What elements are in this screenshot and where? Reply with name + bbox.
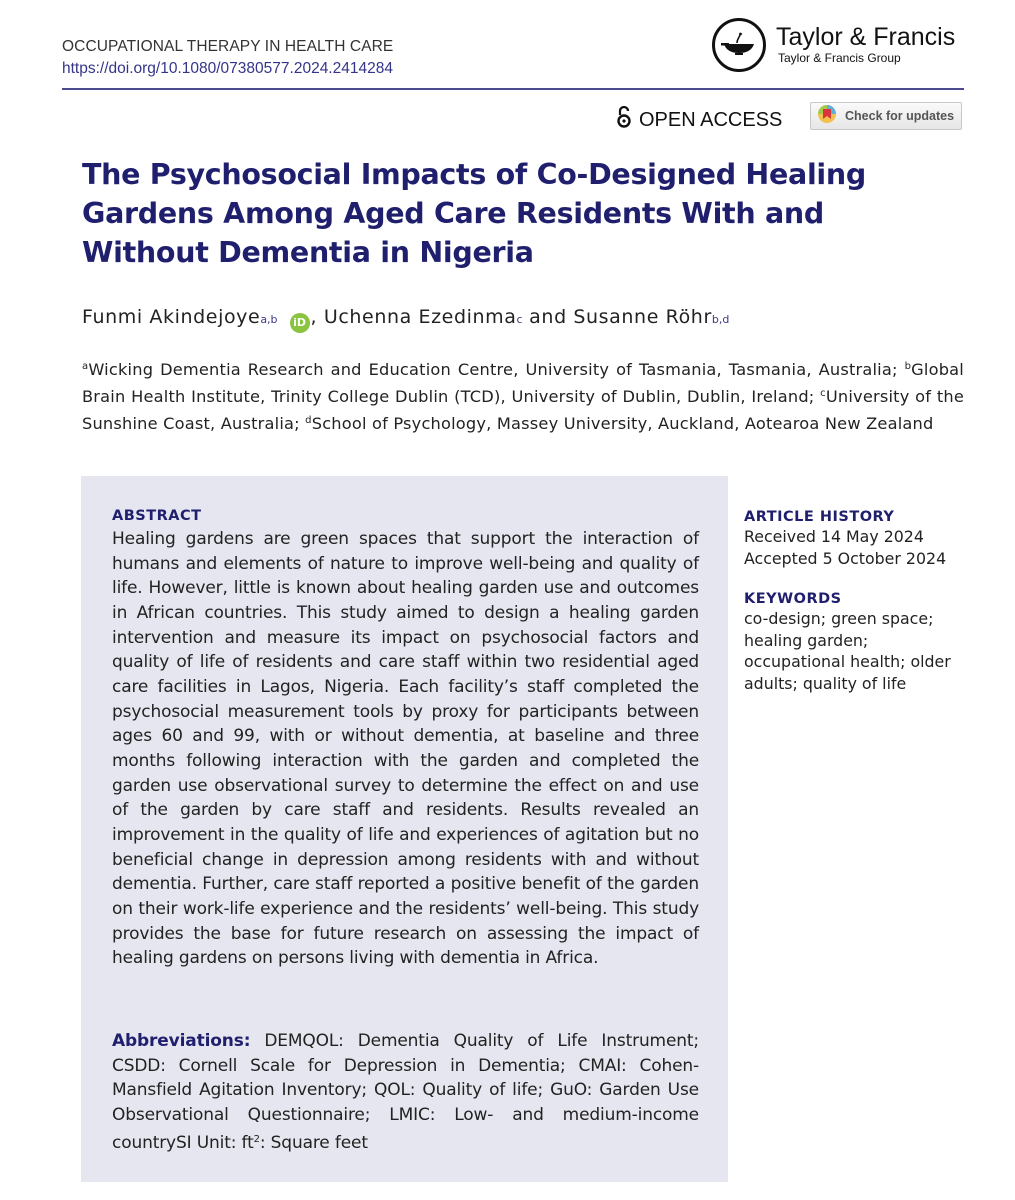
check-for-updates-button[interactable] [810, 102, 962, 130]
affiliation-mark: a,b [260, 313, 278, 326]
article-history-heading: ARTICLE HISTORY [744, 509, 895, 525]
affiliation: University of the Sunshine Coast, Australia; [82, 387, 964, 433]
article-title: The Psychosocial Impacts of Co-Designed Healing Gardens Among Aged Care Residents With and Without Dementia in Nigeria [82, 158, 866, 269]
header-divider [62, 88, 964, 90]
author-name[interactable]: Funmi Akindejoye [82, 306, 261, 328]
affiliation: Wicking Dementia Research and Education Centre, University of Tasmania, Tasmania, Australia; [88, 360, 905, 379]
doi-link[interactable]: https://doi.org/10.1080/07380577.2024.2414284 [62, 60, 393, 77]
publisher-logo[interactable] [712, 18, 955, 72]
publisher-group: Taylor & Francis Group [778, 51, 901, 65]
journal-name: OCCUPATIONAL THERAPY IN HEALTH CARE [62, 38, 394, 55]
crossmark-icon [817, 104, 837, 128]
open-access-label: OPEN ACCESS [639, 108, 783, 131]
open-lock-icon [617, 106, 631, 134]
accepted-date: Accepted 5 October 2024 [744, 548, 947, 568]
abbreviations-label: Abbreviations: [112, 1031, 251, 1051]
abstract-heading: ABSTRACT [112, 508, 202, 524]
author-list: Funmi Akindejoye a,b iD , Uchenna Ezedinma c and Susanne Röhr b,d [82, 306, 729, 330]
lamp-logo-icon [712, 18, 766, 72]
keywords-heading: KEYWORDS [744, 591, 842, 607]
abbreviations: Abbreviations: DEMQOL: Dementia Quality of Life Instrument; CSDD: Cornell Scale for Depression in Dementia; CMAI: Cohen-Mansfield Agitation Inventory; QOL: Quality of life; GuO: Garden Use Observational Questionnaire; LMIC: Low- and medium-income countrySI Unit: $ft^2$: Square feet [112, 1031, 699, 1153]
affiliations: $^a$Wicking Dementia Research and Education Centre, University of Tasmania, Tasmania, Australia; $^b$Global Brain Health Institute, Trinity College Dublin (TCD), University of Dublin, Dublin, Ireland; $^c$University of the Sunshine Coast, Australia; $^d$School of Psychology, Massey University, Auckland, Aotearoa New Zealand [82, 360, 964, 433]
abstract-text: Healing gardens are green spaces that support the interaction of humans and elements of nature to improve well-being and quality of life. However, little is known about healing garden use and outcomes in African countries. This study aimed to design a healing garden intervention and measure its impact on psychosocial factors and quality of life of residents and care staff within two residential aged care facilities in Lagos, Nigeria. Each facility’s staff completed the psychosocial measurement tools by proxy for participants between ages 60 and 99, with or without dementia, at baseline and three months following interaction with the garden and completed the garden use observational survey to determine the effect on and use of the garden by care staff and residents. Results revealed an improvement in the quality of life and experiences of agitation but no beneficial change in depression among residents with and without dementia. Further, care staff reported a positive benefit of the garden on their work-life experience and the residents’ well-being. This study provides the base for future research on assessing the impact of healing gardens on persons living with dementia in Africa. [112, 529, 699, 969]
orcid-icon[interactable]: iD [290, 313, 310, 333]
affiliation: Global Brain Health Institute, Trinity College Dublin (TCD), University of Dublin, Dublin, Ireland; [82, 360, 964, 406]
affiliation: School of Psychology, Massey University, Auckland, Aotearoa New Zealand [311, 414, 934, 433]
publisher-name: Taylor & Francis [776, 23, 956, 51]
keywords-list: co-design; green space; healing garden; occupational health; older adults; quality of life [744, 609, 951, 693]
affiliation-mark: b,d [711, 313, 730, 326]
article-sidebar [744, 508, 974, 694]
author-name[interactable]: Uchenna Ezedinma [323, 306, 517, 328]
received-date: Received 14 May 2024 [744, 527, 924, 546]
affiliation-mark: c [516, 313, 523, 326]
open-access-badge [617, 106, 782, 134]
author-name[interactable]: Susanne Röhr [573, 306, 712, 328]
check-for-updates-label: Check for updates [845, 109, 955, 123]
